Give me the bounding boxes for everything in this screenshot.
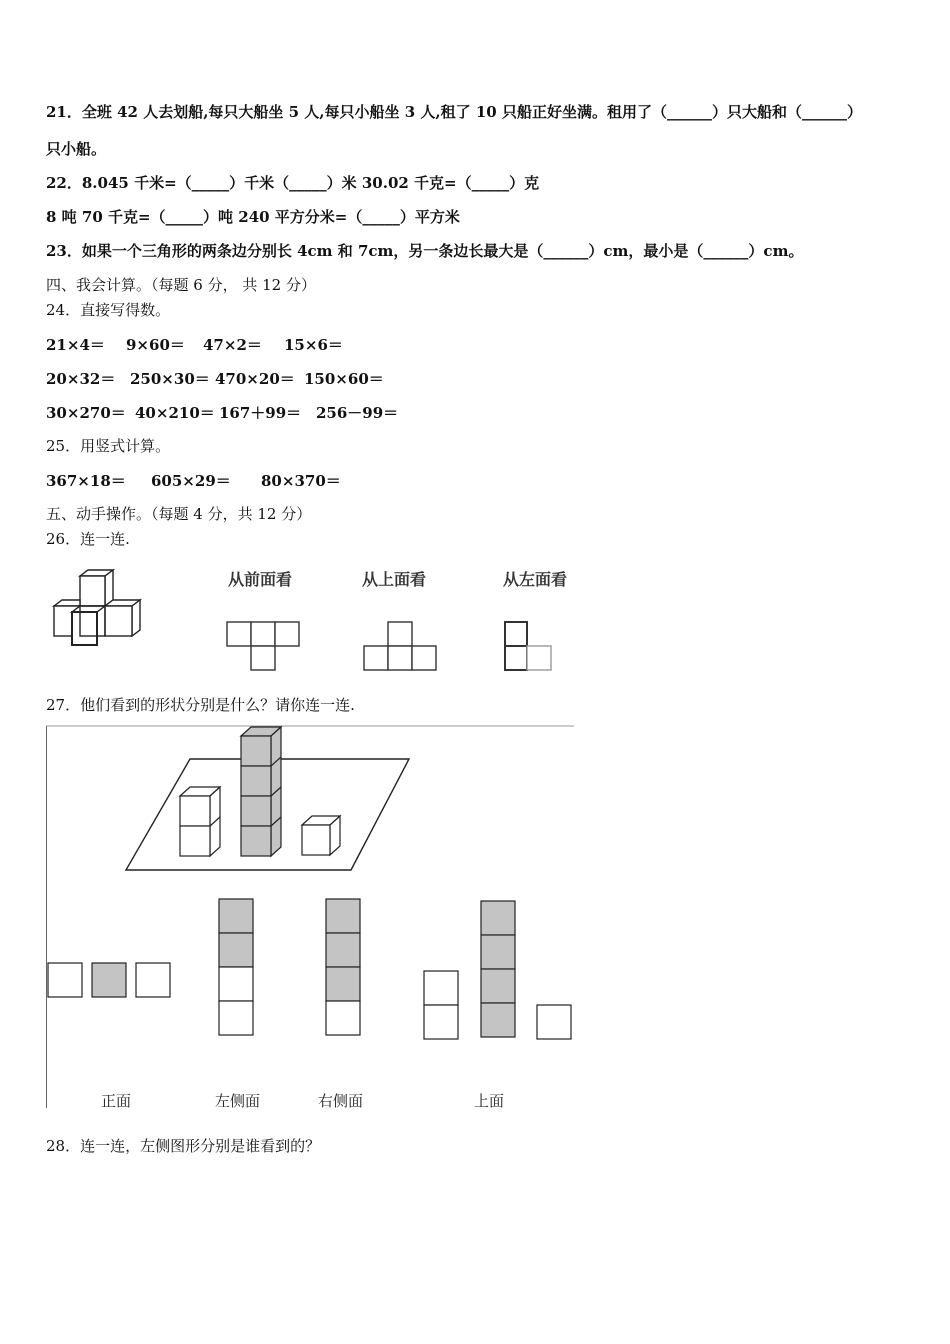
calc-item: 21×4＝	[46, 336, 105, 354]
calc-item: 250×30＝	[130, 370, 210, 388]
calc-item: 47×2＝	[203, 336, 262, 354]
calc-item: 15×6＝	[284, 336, 343, 354]
calc-item: 150×60＝	[304, 370, 384, 388]
calc-item: 256－99＝	[316, 404, 399, 422]
label-front: 正面	[101, 1092, 132, 1110]
calc-item: 9×60＝	[126, 336, 185, 354]
left-view-shape	[504, 620, 556, 672]
q25-title: 25．用竖式计算。	[46, 437, 171, 455]
front-view-shape	[226, 620, 306, 672]
calc-item: 167＋99＝	[219, 404, 302, 422]
calc-item: 30×270＝	[46, 404, 126, 422]
view-label-top: 从上面看	[362, 570, 427, 589]
view-label-front: 从前面看	[228, 570, 293, 589]
label-top: 上面	[474, 1092, 505, 1110]
view-label-left: 从左面看	[503, 570, 568, 589]
calc-item: 605×29＝	[151, 472, 231, 490]
calc-item: 20×32＝	[46, 370, 116, 388]
q22-line2: 8 吨 70 千克=（_____）吨 240 平方分米=（_____）平方米	[46, 208, 460, 226]
q24-row2	[46, 368, 384, 389]
calc-item: 470×20＝	[215, 370, 295, 388]
calc-item: 40×210＝	[135, 404, 215, 422]
q24-row3	[46, 402, 398, 423]
section4-heading: 四、我会计算。（每题 6 分， 共 12 分）	[46, 276, 316, 294]
q24-title: 24．直接写得数。	[46, 301, 171, 319]
calc-item: 367×18＝	[46, 472, 126, 490]
section5-heading: 五、动手操作。（每题 4 分，共 12 分）	[46, 505, 312, 523]
label-right-side: 右侧面	[318, 1092, 364, 1110]
top-view-shape	[363, 620, 443, 672]
q28-title: 28．连一连，左侧图形分别是谁看到的？	[46, 1137, 321, 1155]
q27-title: 27．他们看到的形状分别是什么？请你连一连.	[46, 696, 355, 714]
q24-row1	[46, 334, 343, 355]
q21-line2: 只小船。	[46, 140, 107, 158]
q25-row1	[46, 470, 341, 491]
q21-line1: 21．全班 42 人去划船,每只大船坐 5 人,每只小船坐 3 人,租了 10 只船正好坐满。租用了（______）只大船和（______）	[46, 103, 862, 121]
q26-title: 26．连一连.	[46, 530, 130, 548]
cube-stack-figure	[50, 568, 150, 648]
label-left-side: 左侧面	[215, 1092, 261, 1110]
q22-line1: 22．8.045 千米=（_____）千米（_____）米 30.02 千克=（_____）克	[46, 174, 540, 192]
q23-text: 23．如果一个三角形的两条边分别长 4cm 和 7cm，另一条边长最大是（______）cm，最小是（______）cm。	[46, 242, 804, 260]
calc-item: 80×370＝	[261, 472, 341, 490]
q27-figure	[46, 726, 576, 1111]
